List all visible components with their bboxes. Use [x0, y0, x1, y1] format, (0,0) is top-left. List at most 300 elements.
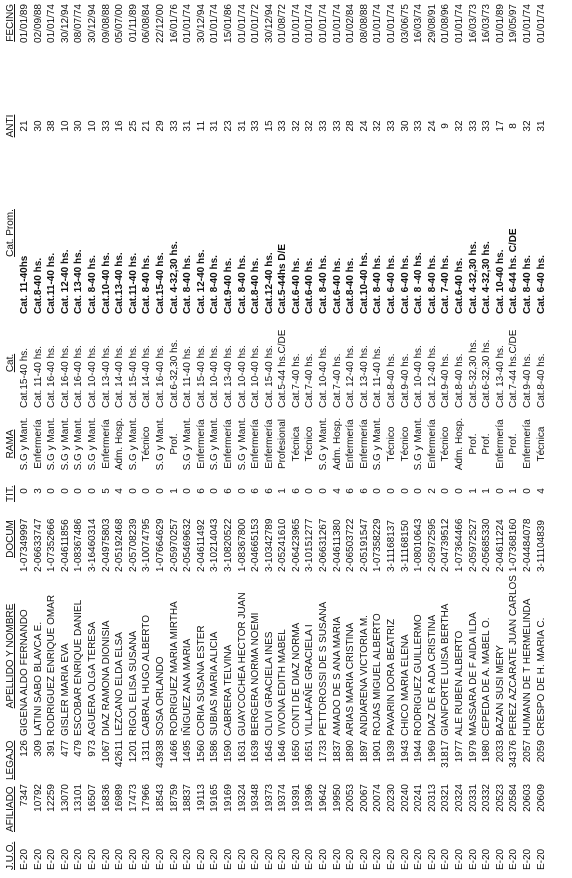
cell-juo: E-20 — [345, 848, 357, 870]
cell-cat-prom: Cat. 8-40 hs. — [209, 255, 221, 314]
cell-juo: E-20 — [59, 848, 71, 870]
table-row — [208, 2, 222, 872]
table-row — [331, 2, 345, 872]
cell-cat: Cat.8-40 hs. — [535, 353, 547, 408]
table-row — [385, 2, 399, 872]
cell-anti: 31 — [209, 120, 221, 132]
cell-anti: 38 — [46, 120, 58, 132]
cell-cat-prom: Cat. 8-40 hs. — [236, 255, 248, 314]
cell-nombre: CORIA SUSANA ESTER — [195, 625, 207, 736]
cell-rama: Técnica — [290, 426, 302, 462]
cell-rama: S.G y Mant. — [59, 417, 71, 471]
cell-cat-prom: Cat.15-40 hs. — [154, 252, 166, 314]
cell-cat-prom: Cat. 8-40 hs. — [182, 255, 194, 314]
cell-nombre: RODRIGUEZ MARIA MIRTHA — [168, 601, 180, 736]
cell-afiliado: 19374 — [277, 784, 289, 812]
table-row — [276, 2, 290, 872]
cell-cat-prom: Cat.6-40 hs. — [304, 257, 316, 314]
cell-legajo: 2057 — [521, 740, 533, 763]
cell-anti: 30 — [399, 120, 411, 132]
cell-nombre: CABRAL HUGO ALBERTO — [141, 615, 153, 736]
cell-rama: Enfermería — [222, 419, 234, 469]
cell-afiliado: 20609 — [535, 784, 547, 812]
cell-juo: E-20 — [73, 848, 85, 870]
cell-cat: Cat.8-40 hs. — [454, 353, 465, 408]
cell-nombre: AGUERA OLGA TERESA — [86, 621, 98, 736]
cell-nombre: OLIVI GRACIELA INES — [263, 631, 275, 736]
cell-rama: Técnico — [304, 426, 316, 462]
cell-cat-prom: Cat. 13-40 hs. — [73, 249, 85, 314]
cell-legajo: 34376 — [508, 740, 520, 768]
cell-rama: Enfermería — [263, 419, 275, 469]
cell-tit: 4 — [535, 488, 547, 494]
cell-anti: 33 — [318, 120, 330, 132]
table-row — [140, 2, 154, 872]
cell-docum: 2-05972595 — [426, 518, 438, 572]
cell-afiliado: 7347 — [19, 784, 30, 807]
cell-tit: 0 — [304, 488, 316, 494]
cell-nombre: LEZCANO ELDA ELSA — [114, 632, 126, 736]
cell-cat-prom: Cat.10-40 hs. — [358, 252, 370, 314]
cell-anti: 17 — [494, 120, 506, 132]
cell-tit: 2 — [426, 488, 438, 494]
cell-anti: 10 — [86, 120, 98, 132]
table-row — [358, 2, 372, 872]
cell-afiliado: 19642 — [318, 784, 330, 812]
cell-cat-prom: Cat.10-40 hs. — [100, 252, 112, 314]
cell-tit: 0 — [46, 488, 58, 494]
cell-anti: 21 — [19, 120, 30, 132]
cell-rama: Técnica — [535, 426, 547, 462]
table-row — [480, 2, 494, 872]
cell-cat: Cat. 12-40 hs. — [426, 345, 438, 408]
cell-anti: 31 — [535, 120, 547, 132]
cell-anti: 23 — [222, 120, 234, 132]
cell-tit: 6 — [345, 488, 357, 494]
cell-rama: Enfermería — [494, 419, 506, 469]
cell-cat: Cat. 15-40 hs. — [263, 345, 275, 408]
cell-legajo: 1201 — [127, 740, 139, 763]
table-row — [426, 2, 440, 872]
cell-anti: 9 — [440, 123, 452, 129]
cell-rama: Enfermería — [250, 419, 262, 469]
cell-docum: 2-04665153 — [250, 518, 262, 572]
cell-fecing: 01/01/74 — [304, 4, 316, 43]
cell-docum: 3-10074795 — [141, 518, 153, 572]
cell-nombre: PETTOROSSI DE S SUSANA — [318, 601, 330, 736]
cell-anti: 30 — [73, 120, 85, 132]
cell-anti: 31 — [182, 120, 194, 132]
cell-docum: 2-05708239 — [127, 518, 139, 572]
cell-docum: 2-04611856 — [59, 519, 71, 572]
cell-juo: E-20 — [209, 848, 221, 870]
cell-cat-prom: Cat.8-40 hs. — [32, 257, 44, 314]
cell-rama: Enfermería — [100, 419, 112, 469]
cell-rama: S.G y Mant. — [413, 417, 425, 471]
cell-juo: E-20 — [304, 848, 316, 870]
table-row — [399, 2, 413, 872]
cell-juo: E-20 — [100, 848, 112, 870]
cell-nombre: SUBIAS MARIA ALICIA — [209, 631, 221, 736]
cell-anti: 15 — [263, 120, 275, 132]
cell-tit: 0 — [86, 488, 98, 494]
cell-anti: 33 — [250, 120, 262, 132]
cell-juo: E-20 — [250, 848, 262, 870]
cell-cat: Cat.9-40 hs. — [440, 353, 452, 408]
cell-rama: Prof. — [481, 433, 493, 455]
cell-legajo: 309 — [32, 740, 44, 757]
cell-fecing: 30/12/94 — [59, 4, 71, 43]
cell-docum: 3-11168137 — [386, 520, 398, 572]
cell-fecing: 16/03/73 — [467, 4, 479, 43]
cell-legajo: 1645 — [263, 740, 275, 763]
cell-afiliado: 20241 — [413, 784, 425, 812]
cell-nombre: GUAYCOCHEA HECTOR JUAN — [236, 592, 248, 736]
cell-cat-prom: Cat. 4-32,30 hs. — [168, 241, 180, 314]
cell-fecing: 01/01/74 — [454, 4, 465, 43]
header-juo: J.U.O. — [5, 841, 16, 870]
cell-rama: Prof. — [168, 433, 180, 455]
cell-cat-prom: Cat.6-40 hs. — [290, 257, 302, 314]
cell-cat-prom: Cat.11-40 hs. — [46, 252, 58, 314]
cell-legajo: 1979 — [467, 740, 479, 763]
cell-docum: 2-05972527 — [467, 518, 479, 572]
cell-afiliado: 20584 — [508, 784, 520, 812]
cell-cat-prom: Cat.6-40 hs. — [454, 257, 465, 314]
cell-rama: Técnico — [386, 426, 398, 462]
cell-rama: Prof. — [467, 433, 479, 455]
cell-afiliado: 20230 — [386, 784, 398, 812]
cell-fecing: 01/01/74 — [535, 4, 547, 43]
cell-cat: Cat.7-40 hs. — [290, 353, 302, 408]
cell-fecing: 16/03/74 — [413, 4, 425, 43]
cell-cat-prom: Cat.8-40 hs. — [250, 257, 262, 314]
table-row — [18, 2, 32, 872]
header-docum: DOCUM — [5, 520, 16, 558]
cell-tit: 0 — [440, 488, 452, 494]
cell-legajo: 1631 — [236, 740, 248, 763]
cell-legajo: 42611 — [114, 740, 126, 768]
cell-nombre: GIGENA ALDO FERNANDO — [19, 609, 30, 736]
cell-afiliado: 13070 — [59, 784, 71, 812]
cell-afiliado: 20053 — [345, 784, 357, 812]
cell-afiliado: 10792 — [32, 784, 44, 812]
cell-afiliado: 13101 — [73, 784, 85, 812]
cell-cat-prom: Cat.11-40 hs. — [127, 252, 139, 314]
cell-legajo: 1651 — [304, 740, 316, 763]
cell-tit: 0 — [454, 488, 465, 494]
cell-tit: 0 — [209, 488, 221, 494]
cell-juo: E-20 — [182, 848, 194, 870]
cell-legajo: 2059 — [535, 740, 547, 763]
cell-legajo: 1650 — [290, 740, 302, 763]
cell-cat-prom: Cat. 8-40 hs. — [426, 255, 438, 314]
cell-rama: Adm. Hosp. — [454, 417, 465, 471]
cell-tit: 0 — [59, 488, 71, 494]
cell-cat-prom: Cat. 11-40hs — [19, 255, 30, 314]
cell-afiliado: 12259 — [46, 784, 58, 812]
cell-legajo: 43938 — [154, 740, 166, 768]
cell-cat: Cat. 16-40 hs. — [46, 345, 58, 408]
cell-nombre: LATINI SABO BLAVCA E. — [32, 621, 44, 736]
cell-anti: 33 — [277, 120, 289, 132]
cell-afiliado: 20067 — [358, 784, 370, 812]
table-row — [535, 2, 549, 872]
table-row — [439, 2, 453, 872]
cell-anti: 32 — [521, 120, 533, 132]
cell-cat: Cat. 10-40 hs. — [413, 345, 425, 408]
cell-fecing: 29/08/91 — [426, 4, 438, 43]
cell-afiliado: 16836 — [100, 784, 112, 812]
cell-juo: E-20 — [114, 848, 126, 870]
cell-rama: Enfermería — [195, 419, 207, 469]
cell-nombre: RODRIGUEZ ENRIQUE OMAR — [46, 594, 58, 736]
cell-docum: 1-08367486 — [73, 518, 85, 572]
cell-anti: 33 — [331, 120, 343, 132]
header-nombre: APELLIDO Y NOMBRE — [5, 603, 16, 709]
cell-juo: E-20 — [521, 848, 533, 870]
cell-anti: 16 — [114, 120, 126, 132]
header-cat-prom: Cat. Prom. — [5, 209, 16, 257]
cell-juo: E-20 — [372, 848, 384, 870]
cell-fecing: 01/01/74 — [182, 4, 194, 43]
cell-juo: E-20 — [413, 848, 425, 870]
cell-docum: 2-04611224 — [494, 519, 506, 572]
cell-afiliado: 19324 — [236, 784, 248, 812]
cell-juo: E-20 — [318, 848, 330, 870]
cell-legajo: 1639 — [250, 740, 262, 763]
cell-rama: S.G y Mant. — [73, 417, 85, 471]
cell-nombre: DIAZ DE R ADA CRISTINA — [426, 614, 438, 736]
cell-rama: Enfermería — [358, 419, 370, 469]
table-row — [236, 2, 250, 872]
cell-nombre: HUMANN DE T HERMELINDA — [521, 598, 533, 736]
cell-cat-prom: Cat. 12-40 hs. — [59, 249, 71, 314]
cell-juo: E-20 — [290, 848, 302, 870]
cell-fecing: 02/09/88 — [32, 4, 44, 43]
cell-afiliado: 20240 — [399, 784, 411, 812]
header-afiliado: AFILIADO — [5, 786, 16, 832]
cell-cat: Cat. 10-40 hs. — [236, 345, 248, 408]
cell-afiliado: 20523 — [494, 784, 506, 812]
cell-fecing: 01/01/74 — [386, 4, 398, 43]
cell-anti: 24 — [426, 120, 438, 132]
cell-fecing: 01/01/74 — [290, 4, 302, 43]
cell-docum: 3-10214043 — [209, 518, 221, 572]
cell-legajo: 1560 — [195, 740, 207, 763]
cell-tit: 0 — [141, 488, 153, 494]
cell-tit: 0 — [413, 488, 425, 494]
cell-legajo: 973 — [86, 740, 98, 757]
cell-juo: E-20 — [481, 848, 493, 870]
cell-nombre: ROJAS MIGUEL ALBERTO — [372, 613, 384, 736]
cell-cat-prom: Cat. 10-40 hs. — [494, 249, 506, 314]
cell-tit: 0 — [399, 488, 411, 494]
cell-fecing: 06/08/84 — [141, 4, 153, 43]
cell-juo: E-20 — [141, 848, 153, 870]
cell-tit: 0 — [73, 488, 85, 494]
cell-tit: 3 — [32, 488, 44, 494]
cell-afiliado: 20332 — [481, 784, 493, 812]
cell-legajo: 1590 — [222, 740, 234, 763]
cell-cat: Cat.9-40 hs. — [521, 353, 533, 408]
cell-rama: Enfermería — [426, 419, 438, 469]
cell-afiliado: 19348 — [250, 784, 262, 812]
cell-docum: 1-08010643 — [413, 518, 425, 572]
cell-nombre: BAZAN SUSI MERY — [494, 645, 506, 736]
cell-anti: 32 — [304, 120, 316, 132]
cell-anti: 11 — [195, 120, 207, 132]
cell-rama: Adm. Hosp. — [114, 417, 126, 471]
header-rama: RAMA — [5, 429, 16, 459]
cell-cat: Cat. 13-40 hs. — [494, 345, 506, 408]
cell-anti: 32 — [290, 120, 302, 132]
cell-tit: 5 — [100, 488, 112, 494]
cell-rama: S.G y Mant. — [127, 417, 139, 471]
cell-nombre: CONTI DE DIAZ NORMA — [290, 622, 302, 736]
cell-rama: Técnico — [399, 426, 411, 462]
cell-nombre: VILLAFAÑE GRACIELA I — [304, 624, 316, 736]
cell-legajo: 1943 — [399, 740, 411, 763]
cell-tit: 1 — [467, 488, 479, 494]
cell-fecing: 19/05/97 — [508, 4, 520, 43]
cell-docum: 3-10342789 — [263, 518, 275, 572]
cell-legajo: 1586 — [209, 740, 221, 763]
cell-afiliado: 20331 — [467, 784, 479, 812]
cell-afiliado: 19169 — [222, 784, 234, 812]
table-row — [507, 2, 521, 872]
cell-docum: 2-05970257 — [168, 518, 180, 572]
cell-legajo: 1067 — [100, 740, 112, 763]
cell-docum: 2-06503722 — [345, 518, 357, 572]
cell-cat-prom: Cat.12-40 hs. — [263, 252, 275, 314]
cell-cat: Cat. 10-40 hs. — [250, 345, 262, 408]
table-row — [412, 2, 426, 872]
cell-cat-prom: Cat. 12-40 hs. — [195, 249, 207, 314]
cell-fecing: 03/06/75 — [399, 4, 411, 43]
table-row — [113, 2, 127, 872]
cell-legajo: 1897 — [358, 740, 370, 763]
header-fecing: FECING — [5, 4, 16, 42]
cell-fecing: 30/12/94 — [195, 4, 207, 43]
cell-rama: S.G y Mant. — [318, 417, 330, 471]
cell-juo: E-20 — [454, 848, 465, 870]
cell-tit: 0 — [236, 488, 248, 494]
cell-rama: Técnico — [440, 426, 452, 462]
cell-nombre: ESCOBAR ENRIQUE DANIEL — [73, 599, 85, 736]
cell-afiliado: 18543 — [154, 784, 166, 812]
header-row — [3, 2, 18, 872]
cell-afiliado: 17473 — [127, 784, 139, 812]
cell-afiliado: 16989 — [114, 784, 126, 812]
cell-nombre: DIAZ RAMONA DIONISIA — [100, 620, 112, 736]
cell-juo: E-20 — [19, 848, 30, 870]
cell-fecing: 01/01/89 — [19, 4, 30, 43]
table-row — [72, 2, 86, 872]
cell-docum: 1-07352666 — [46, 518, 58, 572]
cell-nombre: IÑIGUEZ ANA MARIA — [182, 638, 194, 736]
table-row — [195, 2, 209, 872]
cell-juo: E-20 — [127, 848, 139, 870]
cell-docum: 1-07364466 — [454, 518, 465, 572]
cell-rama: S.G y Mant. — [236, 417, 248, 471]
cell-cat-prom: Cat. 6-40 hs. — [535, 255, 547, 314]
table-row — [317, 2, 331, 872]
table-row — [371, 2, 385, 872]
cell-legajo: 1939 — [386, 740, 398, 763]
table-row — [249, 2, 263, 872]
cell-fecing: 16/03/73 — [481, 4, 493, 43]
cell-anti: 32 — [454, 120, 465, 132]
cell-cat-prom: Cat. 4-32,30 hs. — [467, 241, 479, 314]
cell-rama: Prof. — [508, 433, 520, 455]
cell-fecing: 01/02/84 — [345, 4, 357, 43]
cell-cat-prom: Cat. 6-40 hs. — [386, 255, 398, 314]
cell-cat: Cat. 16-40 hs. — [73, 345, 85, 408]
table-row — [290, 2, 304, 872]
cell-nombre: AMADO DE S ANA MARIA — [331, 616, 343, 736]
cell-docum: 1-07664629 — [154, 518, 166, 572]
cell-docum: 2-05685330 — [481, 518, 493, 572]
cell-tit: 0 — [127, 488, 139, 494]
cell-juo: E-20 — [263, 848, 275, 870]
cell-docum: 2-04611492 — [195, 519, 207, 572]
cell-fecing: 08/08/88 — [358, 4, 370, 43]
cell-cat: Cat. 11-40 hs. — [372, 345, 384, 408]
cell-docum: 2-04739512 — [440, 518, 452, 572]
cell-tit: 1 — [481, 488, 493, 494]
table-row — [59, 2, 73, 872]
cell-nombre: RODRIGUEZ GUILLERMO — [413, 614, 425, 736]
cell-tit: 4 — [331, 488, 343, 494]
cell-docum: 2-05241610 — [277, 518, 289, 572]
cell-rama: S.G y Mant. — [46, 417, 58, 471]
cell-fecing: 01/11/89 — [127, 4, 139, 43]
cell-cat: Cat.15-40 hs. — [19, 347, 30, 408]
cell-docum: 3-10820522 — [222, 518, 234, 572]
cell-nombre: ARIAS MARIA CRISTINA — [345, 622, 357, 736]
cell-juo: E-20 — [222, 848, 234, 870]
cell-rama: S.G y Mant. — [372, 417, 384, 471]
cell-fecing: 22/12/00 — [154, 4, 166, 43]
header-legajo: LEGAJO — [5, 740, 16, 780]
cell-tit: 0 — [182, 488, 194, 494]
cell-legajo: 1977 — [454, 740, 465, 763]
cell-fecing: 01/08/96 — [440, 4, 452, 43]
cell-cat: Cat. 16-40 hs. — [59, 345, 71, 408]
cell-legajo: 1466 — [168, 740, 180, 763]
cell-cat-prom: Cat. 4-32,30 hs. — [481, 241, 493, 314]
cell-cat-prom: Cat. 8-40 hs. — [521, 255, 533, 314]
cell-anti: 33 — [481, 120, 493, 132]
cell-docum: 2-06633747 — [32, 518, 44, 572]
cell-fecing: 01/01/74 — [236, 4, 248, 43]
cell-cat-prom: Cat. 8-40 hs. — [86, 255, 98, 314]
table-row — [86, 2, 100, 872]
cell-juo: E-20 — [154, 848, 166, 870]
cell-nombre: CHICO MARIA ELENA — [399, 634, 411, 736]
cell-afiliado: 20074 — [372, 784, 384, 812]
cell-docum: 2-06423965 — [290, 518, 302, 572]
cell-docum: 1-07368160 — [508, 518, 520, 572]
cell-fecing: 01/01/74 — [331, 4, 343, 43]
table-row — [100, 2, 114, 872]
table-row — [222, 2, 236, 872]
cell-rama: Enfermería — [521, 419, 533, 469]
cell-legajo: 1311 — [141, 740, 153, 762]
cell-afiliado: 19165 — [209, 784, 221, 812]
cell-legajo: 479 — [73, 740, 85, 757]
